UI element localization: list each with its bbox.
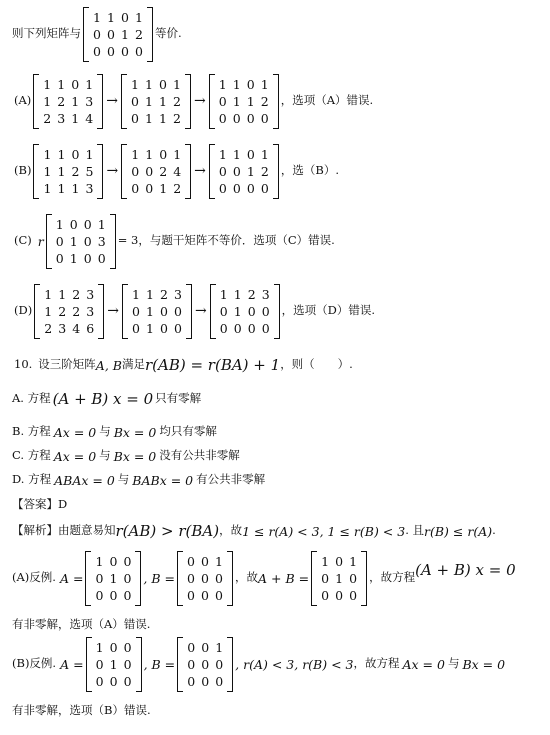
option-a-line — [14, 72, 373, 130]
option-c-line — [14, 212, 335, 270]
matrix-cell: 0 — [131, 163, 140, 179]
counterexample-b — [12, 634, 508, 694]
cex-a-matrix-a — [85, 551, 141, 606]
right-bracket — [274, 284, 280, 339]
choice-b — [12, 422, 217, 442]
option-a-label: (A) — [14, 93, 32, 108]
matrix-cell: 0 — [201, 553, 209, 569]
right-bracket — [273, 144, 279, 199]
matrix-cell: 1 — [121, 26, 129, 42]
matrix-cell: 0 — [159, 303, 168, 319]
matrix-cell: 0 — [95, 656, 104, 672]
matrix-cell: 1 — [233, 286, 242, 302]
option-d-line — [14, 282, 375, 340]
matrix-cell: 0 — [97, 250, 106, 266]
matrix-cell: 1 — [218, 146, 227, 162]
matrix-cell: 1 — [219, 286, 228, 302]
matrix-cell: 0 — [131, 93, 139, 109]
stem-vars: A, B — [95, 357, 122, 373]
choice-b-eq2: Bx = 0 — [113, 424, 157, 440]
choice-d-tail: 有公共非零解 — [196, 472, 266, 487]
matrix-cell: 0 — [173, 303, 182, 319]
matrix-cell: 2 — [159, 286, 168, 302]
matrix-cell: 2 — [44, 320, 53, 336]
cex-b-aeq: A = — [60, 656, 84, 672]
matrix-cell: 2 — [57, 93, 66, 109]
matrix-cell: 0 — [321, 570, 330, 586]
choice-a-expr: (A + B) x = 0 — [52, 390, 154, 408]
right-bracket — [227, 637, 233, 692]
option-d-label: (D) — [14, 303, 33, 318]
matrix-cell: 1 — [107, 9, 115, 25]
matrix-cell: 1 — [44, 286, 53, 302]
arrow-icon: → — [194, 303, 207, 319]
answer-line — [12, 496, 67, 514]
choice-a — [12, 388, 201, 410]
matrix-cell: 1 — [131, 286, 140, 302]
matrix-cell: 1 — [57, 163, 66, 179]
matrix-cell: 0 — [219, 303, 228, 319]
stem-text-c: ，则（ ）. — [280, 357, 353, 372]
matrix-cell: 0 — [123, 673, 132, 689]
matrix-cell: 1 — [57, 180, 66, 196]
matrix-cell: 4 — [72, 320, 81, 336]
matrix-cell: 2 — [72, 286, 81, 302]
option-a-tail: ，选项（A）错误. — [280, 93, 374, 108]
matrix-cell: 0 — [261, 320, 270, 336]
matrix-cell: 1 — [145, 76, 153, 92]
matrix-cell: 1 — [232, 93, 241, 109]
counterexample-a — [12, 548, 516, 608]
matrix-cell: 1 — [57, 146, 66, 162]
choice-c — [12, 446, 240, 466]
matrix-cell: 1 — [69, 250, 78, 266]
matrix-cell: 0 — [201, 673, 210, 689]
matrix-cell: 0 — [260, 180, 269, 196]
answer-text: 【答案】D — [12, 497, 68, 512]
matrix-cell: 3 — [85, 93, 94, 109]
analysis-label: 【解析】 — [12, 523, 58, 538]
intro-line — [12, 6, 182, 62]
arrow-icon: → — [107, 303, 119, 319]
option-b-tail: ，选（B）. — [280, 163, 340, 178]
matrix-cell: 0 — [121, 43, 129, 59]
matrix-cell: 0 — [71, 76, 80, 92]
option-d-tail: ，选项（D）错误. — [281, 303, 376, 318]
matrix-cell: 0 — [246, 146, 255, 162]
matrix-cell: 1 — [85, 76, 94, 92]
choice-a-tail: 只有零解 — [155, 391, 202, 406]
matrix-cell: 2 — [247, 286, 256, 302]
matrix-cell: 1 — [93, 9, 101, 25]
matrix-cell: 1 — [69, 233, 78, 249]
question-10-stem — [14, 354, 353, 376]
matrix-cell: 0 — [219, 320, 228, 336]
matrix-cell: 0 — [233, 320, 242, 336]
cex-b-and: 与 — [447, 656, 460, 671]
cex-a-mid: ，故 — [235, 570, 259, 585]
matrix-cell: 2 — [58, 303, 67, 319]
choice-c-tail: 没有公共非零解 — [159, 448, 240, 463]
choice-b-label: B. 方程 — [12, 424, 51, 439]
choice-d-eq2: BABx = 0 — [132, 472, 194, 488]
matrix-cell: 0 — [335, 587, 344, 603]
matrix-cell: 0 — [261, 303, 270, 319]
matrix-cell: 0 — [201, 587, 209, 603]
cex-a-apb: A + B = — [258, 570, 310, 586]
matrix-cell: 0 — [215, 587, 223, 603]
matrix-cell: 0 — [159, 76, 167, 92]
matrix-cell: 1 — [145, 146, 154, 162]
option-c-label: (C) — [14, 233, 32, 248]
matrix-cell: 1 — [43, 180, 52, 196]
cex-a-mid2: ，故方程 — [369, 570, 416, 585]
right-bracket — [98, 284, 104, 339]
matrix-cell: 0 — [123, 553, 132, 569]
matrix-cell: 0 — [55, 250, 64, 266]
right-bracket — [361, 551, 367, 606]
matrix-cell: 0 — [246, 110, 255, 126]
matrix-cell: 1 — [159, 180, 168, 196]
cex-b-matrix-b — [177, 637, 233, 692]
matrix-cell: 1 — [109, 570, 118, 586]
cex-b-mid: , r(A) < 3, r(B) < 3 — [235, 656, 354, 672]
matrix-cell: 0 — [218, 93, 227, 109]
matrix-cell: 1 — [43, 76, 52, 92]
matrix-cell: 1 — [246, 93, 255, 109]
matrix-cell: 6 — [86, 320, 95, 336]
matrix-cell: 1 — [43, 93, 52, 109]
matrix-cell: 1 — [57, 76, 66, 92]
matrix-cell: 1 — [215, 639, 224, 655]
matrix-cell: 1 — [44, 303, 53, 319]
analysis-expr-3: r(B) ≤ r(A) — [424, 523, 493, 539]
matrix-cell: 0 — [95, 587, 104, 603]
matrix-cell: 0 — [107, 26, 115, 42]
matrix-cell: 0 — [201, 656, 210, 672]
choice-c-label: C. 方程 — [12, 448, 51, 463]
matrix-cell: 0 — [123, 639, 132, 655]
cex-a-expr: (A + B) x = 0 — [415, 561, 516, 579]
cex-a-continuation — [12, 616, 150, 634]
option-b-label: (B) — [14, 163, 32, 178]
matrix-cell: 0 — [218, 180, 227, 196]
matrix-cell: 0 — [131, 110, 139, 126]
matrix-cell: 1 — [145, 93, 153, 109]
option-b-matrix-3 — [209, 144, 279, 199]
stem-text-b: 满足 — [121, 357, 145, 372]
option-c-rank: r — [37, 233, 44, 249]
matrix-cell: 0 — [187, 587, 195, 603]
matrix-cell: 0 — [246, 76, 255, 92]
matrix-cell: 0 — [93, 26, 101, 42]
matrix-cell: 1 — [246, 163, 255, 179]
matrix-cell: 0 — [247, 320, 256, 336]
matrix-cell: 0 — [93, 43, 101, 59]
cex-b-beq: , B = — [143, 656, 176, 672]
option-d-matrix-1 — [34, 284, 104, 339]
option-b-matrix-2 — [121, 144, 191, 199]
matrix-cell: 1 — [159, 110, 167, 126]
matrix-cell: 1 — [58, 286, 67, 302]
matrix-cell: 0 — [215, 570, 223, 586]
choice-d-mid: 与 — [117, 472, 130, 487]
choice-b-tail: 均只有零解 — [159, 424, 217, 439]
matrix-cell: 1 — [55, 216, 64, 232]
matrix-cell: 4 — [85, 110, 94, 126]
matrix-cell: 1 — [232, 146, 241, 162]
matrix-cell: 1 — [71, 110, 80, 126]
matrix-cell: 0 — [187, 656, 196, 672]
matrix-cell: 1 — [349, 553, 358, 569]
matrix-cell: 0 — [95, 570, 104, 586]
matrix-cell: 1 — [131, 146, 140, 162]
stem-expr: r(AB) = r(BA) + 1 — [144, 356, 281, 374]
stem-text-a: 设三阶矩阵 — [38, 357, 96, 372]
matrix-cell: 0 — [109, 639, 118, 655]
choice-c-eq1: Ax = 0 — [53, 448, 97, 464]
cex-b-mid2: ，故方程 — [353, 656, 400, 671]
matrix-cell: 0 — [83, 216, 92, 232]
matrix-cell: 2 — [173, 110, 181, 126]
matrix-cell: 1 — [43, 146, 52, 162]
matrix-cell: 0 — [95, 673, 104, 689]
option-d-matrix-3 — [210, 284, 280, 339]
cex-a-label: (A)反例. — [12, 570, 56, 585]
matrix-cell: 2 — [71, 163, 80, 179]
matrix-cell: 1 — [71, 93, 80, 109]
arrow-icon: → — [194, 163, 206, 179]
matrix-cell: 1 — [321, 553, 330, 569]
cex-b-eq2: Bx = 0 — [462, 656, 506, 672]
option-c-tail: = 3，与题干矩阵不等价．选项（C）错误. — [117, 233, 335, 248]
matrix-cell: 0 — [123, 570, 132, 586]
analysis-expr-1: r(AB) > r(BA) — [115, 522, 220, 540]
choice-d-label: D. 方程 — [12, 472, 52, 487]
matrix-cell: 1 — [215, 553, 223, 569]
intro-lead: 则下列矩阵与 — [12, 26, 81, 41]
matrix-cell: 3 — [261, 286, 270, 302]
right-bracket — [147, 7, 153, 62]
matrix-cell: 3 — [173, 286, 182, 302]
matrix-cell: 1 — [43, 163, 52, 179]
option-a-matrix-2 — [121, 74, 191, 129]
cex-a-matrix-sum — [311, 551, 367, 606]
analysis-text-d: . — [492, 523, 496, 538]
matrix-cell: 0 — [246, 180, 255, 196]
cex-a-aeq: A = — [59, 570, 84, 586]
matrix-cell: 2 — [260, 163, 269, 179]
choice-d-eq1: ABAx = 0 — [54, 472, 115, 488]
matrix-cell: 0 — [187, 553, 195, 569]
matrix-cell: 2 — [43, 110, 52, 126]
cex-a-matrix-b — [177, 551, 233, 606]
matrix-cell: 3 — [97, 233, 106, 249]
matrix-cell: 1 — [335, 570, 344, 586]
matrix-cell: 0 — [187, 673, 196, 689]
intro-tail: 等价. — [155, 26, 182, 41]
matrix-cell: 1 — [95, 553, 104, 569]
matrix-cell: 1 — [135, 9, 143, 25]
matrix-cell: 0 — [349, 570, 358, 586]
matrix-cell: 1 — [109, 656, 118, 672]
matrix-cell: 1 — [260, 76, 269, 92]
right-bracket — [186, 284, 192, 339]
matrix-cell: 5 — [85, 163, 94, 179]
option-c-matrix — [46, 214, 116, 269]
option-d-matrix-2 — [122, 284, 192, 339]
question-number: 10. — [14, 357, 33, 372]
matrix-cell: 0 — [83, 250, 92, 266]
matrix-cell: 1 — [131, 76, 139, 92]
matrix-cell: 0 — [69, 216, 78, 232]
matrix-cell: 0 — [187, 639, 196, 655]
matrix-cell: 3 — [58, 320, 67, 336]
matrix-cell: 1 — [233, 303, 242, 319]
right-bracket — [273, 74, 279, 129]
matrix-cell: 1 — [173, 76, 181, 92]
analysis-text-a: 由题意易知 — [58, 523, 116, 538]
matrix-cell: 0 — [109, 673, 118, 689]
matrix-cell: 0 — [107, 43, 115, 59]
cex-a-beq: , B = — [143, 570, 176, 586]
cex-a-cont: 有非零解，选项（A）错误. — [12, 617, 151, 632]
matrix-cell: 2 — [72, 303, 81, 319]
matrix-cell: 0 — [123, 656, 132, 672]
matrix-cell: 3 — [86, 286, 95, 302]
matrix-cell: 0 — [247, 303, 256, 319]
matrix-cell: 2 — [260, 93, 269, 109]
matrix-cell: 2 — [173, 180, 182, 196]
matrix-cell: 0 — [109, 553, 118, 569]
matrix-cell: 0 — [335, 553, 344, 569]
matrix-cell: 0 — [71, 146, 80, 162]
matrix-cell: 2 — [173, 93, 181, 109]
matrix-cell: 0 — [218, 110, 227, 126]
option-a-matrix-1 — [33, 74, 103, 129]
matrix-cell: 0 — [131, 303, 140, 319]
right-bracket — [110, 214, 116, 269]
analysis-line — [12, 520, 496, 542]
matrix-cell: 0 — [349, 587, 358, 603]
matrix-cell: 1 — [145, 320, 154, 336]
matrix-cell: 3 — [85, 180, 94, 196]
matrix-cell: 1 — [218, 76, 227, 92]
cex-b-cont: 有非零解，选项（B）错误. — [12, 703, 151, 718]
matrix-cell: 1 — [71, 180, 80, 196]
option-b-line — [14, 142, 339, 200]
choice-d — [12, 470, 265, 490]
choice-a-label: A. 方程 — [12, 391, 51, 406]
matrix-cell: 0 — [145, 163, 154, 179]
matrix-cell: 0 — [260, 110, 269, 126]
matrix-cell: 0 — [131, 180, 140, 196]
matrix-cell: 1 — [95, 639, 104, 655]
matrix-cell: 0 — [187, 570, 195, 586]
cex-b-label: (B)反例. — [12, 656, 57, 671]
matrix-cell: 0 — [232, 163, 241, 179]
matrix-cell: 1 — [145, 286, 154, 302]
analysis-expr-2: 1 ≤ r(A) < 3, 1 ≤ r(B) < 3 — [242, 523, 406, 539]
right-bracket — [97, 74, 103, 129]
analysis-text-b: ，故 — [219, 523, 243, 538]
matrix-cell: 0 — [232, 110, 241, 126]
matrix-cell: 3 — [86, 303, 95, 319]
matrix-cell: 0 — [232, 180, 241, 196]
choice-c-eq2: Bx = 0 — [113, 448, 157, 464]
matrix-cell: 3 — [57, 110, 66, 126]
matrix-cell: 1 — [159, 93, 167, 109]
right-bracket — [185, 74, 191, 129]
matrix-cell: 1 — [232, 76, 241, 92]
matrix-cell: 1 — [173, 146, 182, 162]
matrix-cell: 1 — [97, 216, 106, 232]
matrix-cell: 0 — [201, 639, 210, 655]
right-bracket — [227, 551, 233, 606]
matrix-cell: 0 — [201, 570, 209, 586]
matrix-cell: 0 — [121, 9, 129, 25]
matrix-cell: 0 — [145, 180, 154, 196]
choice-b-mid: 与 — [99, 424, 111, 439]
right-bracket — [185, 144, 191, 199]
matrix-cell: 1 — [145, 110, 153, 126]
cex-b-continuation — [12, 702, 151, 720]
matrix-cell: 0 — [83, 233, 92, 249]
matrix-cell: 1 — [260, 146, 269, 162]
matrix-cell: 1 — [145, 303, 154, 319]
arrow-icon: → — [106, 93, 119, 109]
matrix-cell: 0 — [218, 163, 227, 179]
matrix-cell: 0 — [159, 320, 168, 336]
matrix-cell: 0 — [123, 587, 132, 603]
choice-c-mid: 与 — [99, 448, 111, 463]
arrow-icon: → — [106, 163, 119, 179]
matrix-cell: 1 — [85, 146, 94, 162]
analysis-text-c: . 且 — [405, 523, 425, 538]
option-a-matrix-3 — [209, 74, 279, 129]
matrix-cell: 0 — [215, 656, 224, 672]
matrix-cell: 0 — [321, 587, 330, 603]
arrow-icon: → — [194, 93, 206, 109]
matrix-cell: 0 — [135, 43, 143, 59]
matrix-cell: 0 — [109, 587, 118, 603]
option-b-matrix-1 — [33, 144, 103, 199]
matrix-cell: 0 — [173, 320, 182, 336]
matrix-cell: 2 — [159, 163, 168, 179]
cex-b-eq1: Ax = 0 — [402, 656, 445, 672]
right-bracket — [97, 144, 103, 199]
right-bracket — [135, 551, 141, 606]
cex-b-matrix-a — [86, 637, 142, 692]
right-bracket — [136, 637, 142, 692]
matrix-cell: 0 — [131, 320, 140, 336]
target-matrix — [83, 7, 153, 62]
matrix-cell: 0 — [55, 233, 64, 249]
matrix-cell: 0 — [215, 673, 224, 689]
matrix-cell: 2 — [135, 26, 143, 42]
matrix-cell: 0 — [159, 146, 168, 162]
choice-b-eq1: Ax = 0 — [53, 424, 97, 440]
matrix-cell: 4 — [173, 163, 182, 179]
